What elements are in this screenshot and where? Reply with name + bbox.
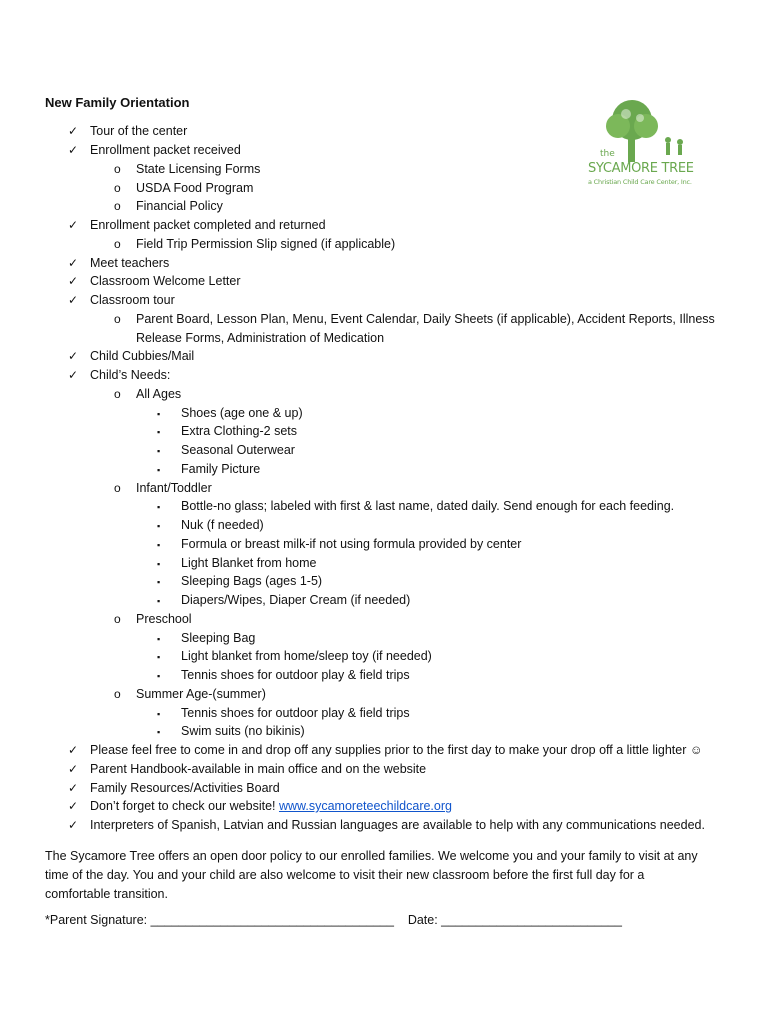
- list-item-continued: Release Forms, Administration of Medication: [136, 331, 385, 345]
- list-item: o USDA Food Program: [114, 181, 254, 195]
- list-item: o Parent Board, Lesson Plan, Menu, Event Calendar, Daily Sheets (if applicable), Accident Reports, Illness: [114, 312, 715, 326]
- list-item: ✓ Interpreters of Spanish, Latvian and Russian languages are available to help with any communications needed.: [68, 818, 705, 832]
- list-item: ✓ Please feel free to come in and drop off any supplies prior to the first day to make your drop off a little lighter ☺: [68, 743, 703, 757]
- list-item: ✓ Child Cubbies/Mail: [68, 349, 195, 363]
- list-item: ✓ Parent Handbook-available in main office and on the website: [68, 762, 427, 776]
- page-title: New Family Orientation: [45, 95, 190, 110]
- list-item: ✓ Tour of the center: [68, 124, 188, 138]
- sycamore-tree-logo: [588, 96, 708, 196]
- signature-line[interactable]: *Parent Signature: ___________________________________ Date: __________________________: [45, 913, 622, 927]
- list-item: o Infant/Toddler: [114, 481, 212, 495]
- logo-line3: a Christian Child Care Center, Inc.: [588, 178, 692, 186]
- list-item: o Financial Policy: [114, 199, 223, 213]
- list-item: ✓ Enrollment packet received: [68, 143, 241, 157]
- list-item: ▪ Diapers/Wipes, Diaper Cream (if needed): [157, 593, 411, 607]
- list-item: ▪ Seasonal Outerwear: [157, 443, 295, 457]
- list-item: ▪ Tennis shoes for outdoor play & field trips: [157, 706, 410, 720]
- website-link[interactable]: www.sycamoreteechildcare.org: [278, 799, 452, 813]
- list-item: ✓ Classroom Welcome Letter: [68, 274, 241, 288]
- list-item: ▪ Family Picture: [157, 462, 261, 476]
- list-item: ▪ Sleeping Bag: [157, 631, 256, 645]
- list-item: o All Ages: [114, 387, 182, 401]
- list-item: o Field Trip Permission Slip signed (if applicable): [114, 237, 396, 251]
- list-item: ✓ Meet teachers: [68, 256, 170, 270]
- list-item: ▪ Sleeping Bags (ages 1-5): [157, 574, 323, 588]
- list-item: ▪ Swim suits (no bikinis): [157, 724, 305, 738]
- list-item: o Summer Age-(summer): [114, 687, 266, 701]
- logo-line2: SYCAMORE TREE: [588, 161, 694, 176]
- list-item: ▪ Shoes (age one & up): [157, 406, 303, 420]
- list-item: ✓ Child’s Needs:: [68, 368, 171, 382]
- list-item: o State Licensing Forms: [114, 162, 261, 176]
- list-item: ▪ Formula or breast milk-if not using formula provided by center: [157, 537, 522, 551]
- list-item: ✓ Family Resources/Activities Board: [68, 781, 280, 795]
- list-item: ▪ Extra Clothing-2 sets: [157, 424, 298, 438]
- list-item: o Preschool: [114, 612, 192, 626]
- list-item: ▪ Light blanket from home/sleep toy (if needed): [157, 649, 432, 663]
- list-item: ✓ Classroom tour: [68, 293, 175, 307]
- list-item: ✓ Don’t forget to check our website! www.sycamoreteechildcare.org: [68, 799, 452, 813]
- logo-line1: the: [600, 149, 615, 159]
- list-item: ▪ Tennis shoes for outdoor play & field trips: [157, 668, 410, 682]
- list-item: ✓ Enrollment packet completed and returned: [68, 218, 326, 232]
- list-item: ▪ Bottle-no glass; labeled with first & last name, dated daily. Send enough for each feeding.: [157, 499, 675, 513]
- list-item: ▪ Nuk (f needed): [157, 518, 264, 532]
- list-item: ▪ Light Blanket from home: [157, 556, 317, 570]
- tree-logo-icon: [588, 96, 708, 196]
- open-door-paragraph: The Sycamore Tree offers an open door policy to our enrolled families. We welcome you and your family to visit at any time of the day. You and your child are also welcome to visit their new classroom before the first full day for a comfortable transition.: [45, 849, 698, 901]
